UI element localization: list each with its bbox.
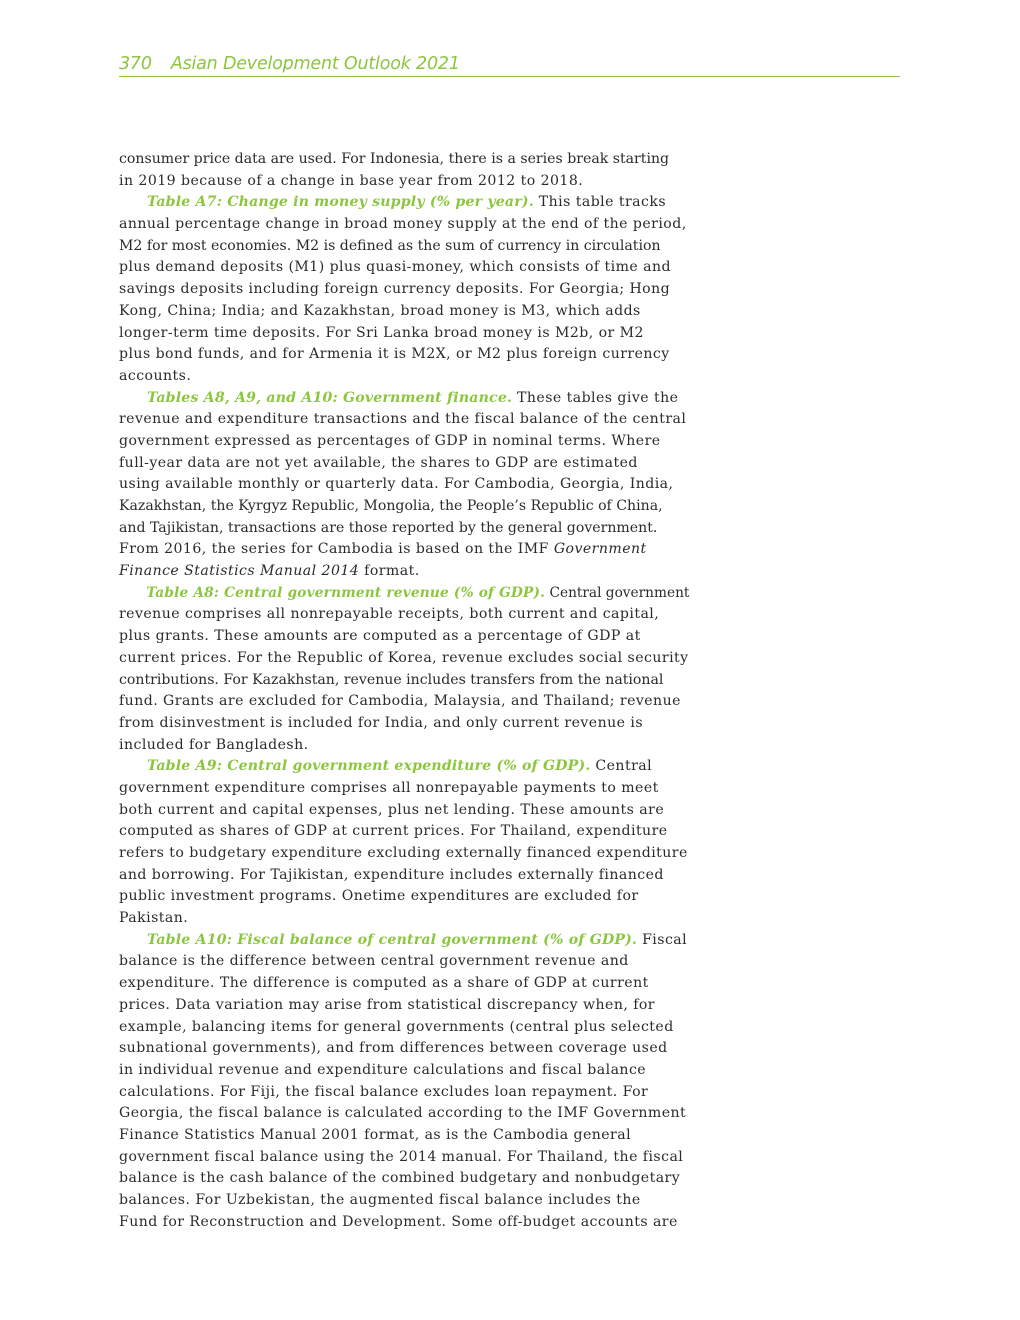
text-line: longer-term time deposits. For Sri Lanka broad money is M2b, or M2 <box>119 324 644 341</box>
text-run: Fiscal <box>637 931 688 948</box>
body-text <box>119 149 689 1233</box>
text-line: calculations. For Fiji, the fiscal balance excludes loan repayment. For <box>119 1083 649 1100</box>
text-run: From 2016, the series for Cambodia is based on the IMF <box>119 541 554 558</box>
text-line: expenditure. The difference is computed as a share of GDP at current <box>119 975 649 992</box>
text-run: Central <box>590 758 653 775</box>
text-line: revenue and expenditure transactions and the fiscal balance of the central <box>119 411 687 428</box>
text-line: fund. Grants are excluded for Cambodia, Malaysia, and Thailand; revenue <box>119 693 681 710</box>
text-line: balances. For Uzbekistan, the augmented fiscal balance includes the <box>119 1192 641 1208</box>
page-number: 370 <box>119 54 152 74</box>
text-line: from disinvestment is included for India, and only current revenue is <box>119 714 644 731</box>
text-run: This table tracks <box>533 194 667 211</box>
text-line: government fiscal balance using the 2014 manual. For Thailand, the fiscal <box>119 1148 684 1165</box>
paragraph-start <box>119 930 689 952</box>
text-line: included for Bangladesh. <box>119 736 309 753</box>
text-line: M2 for most economies. M2 is defined as the sum of currency in circulation <box>119 237 661 254</box>
text-line: balance is the difference between central government revenue and <box>119 953 629 970</box>
italic-title: Government <box>553 541 647 558</box>
text-line: in individual revenue and expenditure calculations and fiscal balance <box>119 1061 647 1078</box>
text-line: Kong, China; India; and Kazakhstan, broad money is M3, which adds <box>119 302 641 319</box>
text-line: savings deposits including foreign currency deposits. For Georgia; Hong <box>119 281 671 298</box>
section-heading-table-a7: Table A7: Change in money supply (% per year). <box>147 194 534 211</box>
text-line: refers to budgetary expenditure excluding externally financed expenditure <box>119 845 688 861</box>
running-header <box>119 52 900 77</box>
text-line: Finance Statistics Manual 2001 format, as is the Cambodia general <box>119 1126 632 1143</box>
text-line: revenue comprises all nonrepayable receipts, both current and capital, <box>119 606 660 623</box>
publication-title: Asian Development Outlook 2021 <box>170 54 460 74</box>
text-line: and borrowing. For Tajikistan, expenditure includes externally financed <box>119 866 664 883</box>
text-line: example, balancing items for general governments (central plus selected <box>119 1018 674 1035</box>
text-line: Kazakhstan, the Kyrgyz Republic, Mongolia, the People’s Republic of China, <box>119 498 663 514</box>
text-line: public investment programs. Onetime expenditures are excluded for <box>119 888 639 905</box>
text-line <box>119 561 689 583</box>
paragraph-start <box>119 756 689 778</box>
text-line: balance is the cash balance of the combined budgetary and nonbudgetary <box>119 1170 681 1187</box>
text-line: Georgia, the fiscal balance is calculated according to the IMF Government <box>119 1105 687 1122</box>
text-line: plus demand deposits (M1) plus quasi-money, which consists of time and <box>119 259 671 276</box>
italic-title: Finance Statistics Manual 2014 <box>119 563 360 580</box>
text-line: computed as shares of GDP at current prices. For Thailand, expenditure <box>119 823 668 840</box>
text-line: both current and capital expenses, plus net lending. These amounts are <box>119 801 665 818</box>
text-line: government expressed as percentages of GDP in nominal terms. Where <box>119 432 661 449</box>
text-run: Central government <box>545 584 690 601</box>
text-line: plus bond funds, and for Armenia it is M2X, or M2 plus foreign currency <box>119 346 670 363</box>
text-line: annual percentage change in broad money supply at the end of the period, <box>119 216 687 233</box>
text-line: prices. Data variation may arise from statistical discrepancy when, for <box>119 996 655 1013</box>
text-line: full-year data are not yet available, the shares to GDP are estimated <box>119 454 638 471</box>
section-heading-table-a8: Table A8: Central government revenue (% of GDP). <box>146 584 546 601</box>
section-heading-table-a9: Table A9: Central government expenditure (% of GDP). <box>147 758 591 775</box>
paragraph-start <box>119 583 690 605</box>
text-line: consumer price data are used. For Indonesia, there is a series break starting <box>119 151 670 167</box>
text-line: using available monthly or quarterly data. For Cambodia, Georgia, India, <box>119 476 674 493</box>
section-heading-tables-a8-a10: Tables A8, A9, and A10: Government finance. <box>147 389 513 406</box>
section-heading-table-a10: Table A10: Fiscal balance of central government (% of GDP). <box>147 931 638 948</box>
text-line: subnational governments), and from differences between coverage used <box>119 1040 668 1057</box>
text-line: Fund for Reconstruction and Development. Some off-budget accounts are <box>119 1213 678 1230</box>
text-line: government expenditure comprises all nonrepayable payments to meet <box>119 779 659 796</box>
text-line: in 2019 because of a change in base year from 2012 to 2018. <box>119 172 584 189</box>
text-run: These tables give the <box>512 389 679 406</box>
paragraph-start <box>119 388 689 410</box>
paragraph-start <box>119 192 689 214</box>
text-line: Pakistan. <box>119 910 189 927</box>
text-line: plus grants. These amounts are computed as a percentage of GDP at <box>119 628 641 645</box>
text-run: format. <box>359 563 420 580</box>
text-line: contributions. For Kazakhstan, revenue includes transfers from the national <box>119 671 664 688</box>
text-line <box>119 539 689 561</box>
text-line: and Tajikistan, transactions are those reported by the general government. <box>119 519 658 536</box>
text-line: current prices. For the Republic of Korea, revenue excludes social security <box>119 649 689 666</box>
text-line: accounts. <box>119 367 192 384</box>
